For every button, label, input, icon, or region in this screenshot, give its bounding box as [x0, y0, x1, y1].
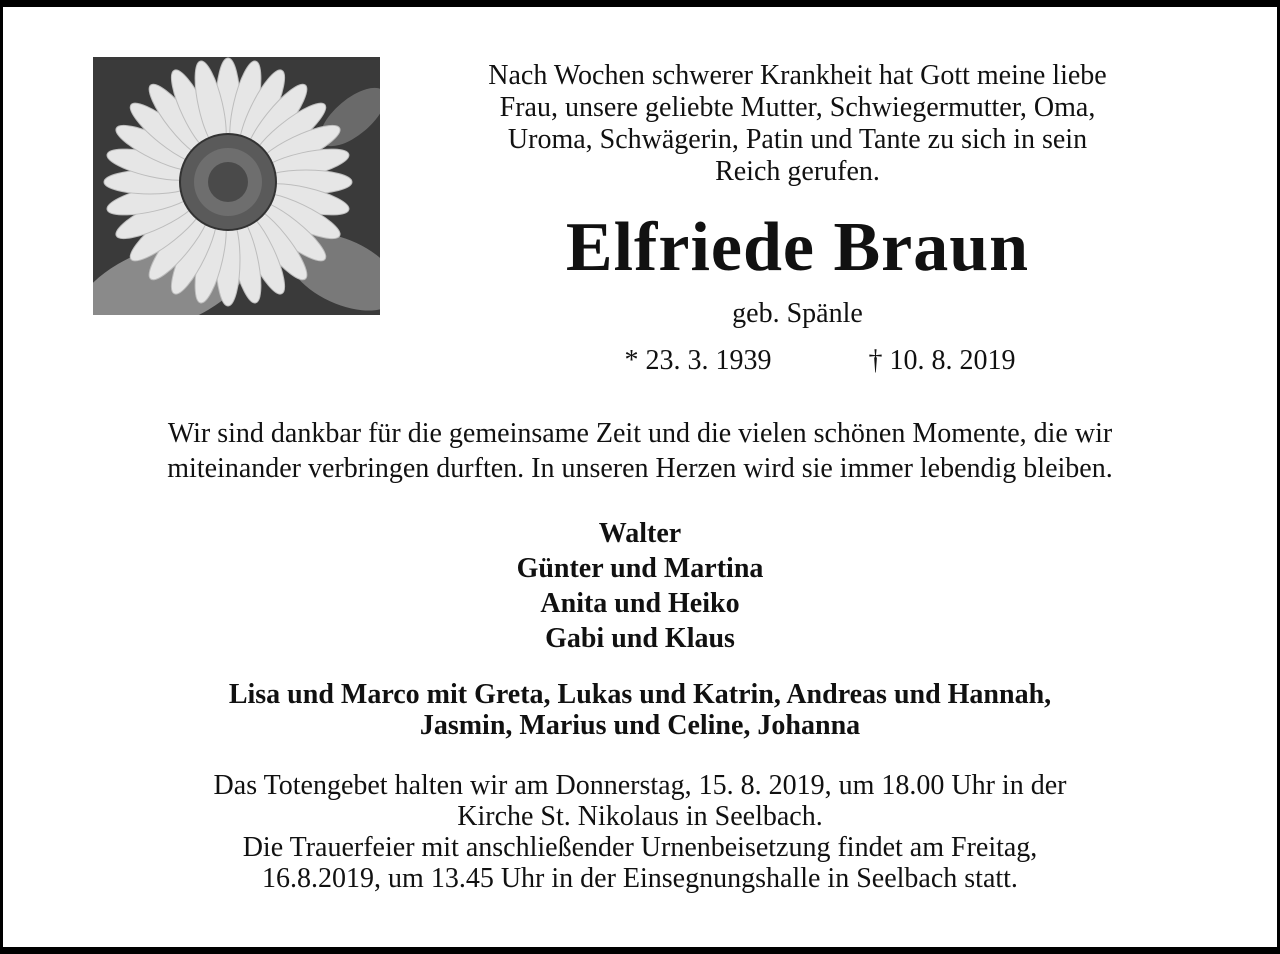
family-member: Walter [598, 518, 682, 549]
family-list [20, 516, 1260, 656]
birth-name: geb. Spänle [732, 298, 863, 329]
family-member: Gabi und Klaus [545, 623, 735, 654]
flower-center-core [208, 162, 248, 202]
deceased-name: Elfriede Braun [565, 209, 1030, 286]
intro-text [400, 60, 1195, 188]
family-member: Anita und Heiko [540, 588, 740, 619]
family-member: Günter und Martina [516, 553, 764, 584]
sunflower-image [93, 57, 380, 315]
service-info [20, 770, 1260, 894]
intro-line: Uroma, Schwägerin, Patin und Tante zu sich in sein [507, 124, 1088, 155]
gratitude-line: Wir sind dankbar für die gemeinsame Zeit und die vielen schönen Momente, die wir [167, 418, 1113, 449]
life-dates [560, 344, 1080, 378]
service-line: Kirche St. Nikolaus in Seelbach. [457, 801, 823, 832]
grandchildren-list [20, 679, 1260, 741]
sunflower-photo [93, 57, 380, 315]
intro-line: Frau, unsere geliebte Mutter, Schwiegermutter, Oma, [499, 92, 1096, 123]
service-line: Das Totengebet halten wir am Donnerstag, 15. 8. 2019, um 18.00 Uhr in der [213, 770, 1067, 801]
grandchildren-line: Jasmin, Marius und Celine, Johanna [419, 710, 861, 741]
service-line: Die Trauerfeier mit anschließender Urnenbeisetzung findet am Freitag, [242, 832, 1038, 863]
service-line: 16.8.2019, um 13.45 Uhr in der Einsegnungshalle in Seelbach statt. [262, 863, 1018, 894]
death-date: † 10. 8. 2019 [868, 345, 1016, 376]
grandchildren-line: Lisa und Marco mit Greta, Lukas und Katrin, Andreas und Hannah, [228, 679, 1052, 710]
gratitude-line: miteinander verbringen durften. In unseren Herzen wird sie immer lebendig bleiben. [167, 453, 1113, 484]
intro-line: Reich gerufen. [715, 156, 880, 187]
intro-line: Nach Wochen schwerer Krankheit hat Gott meine liebe [488, 60, 1107, 91]
gratitude-text [20, 416, 1260, 486]
birth-date: * 23. 3. 1939 [624, 345, 772, 376]
